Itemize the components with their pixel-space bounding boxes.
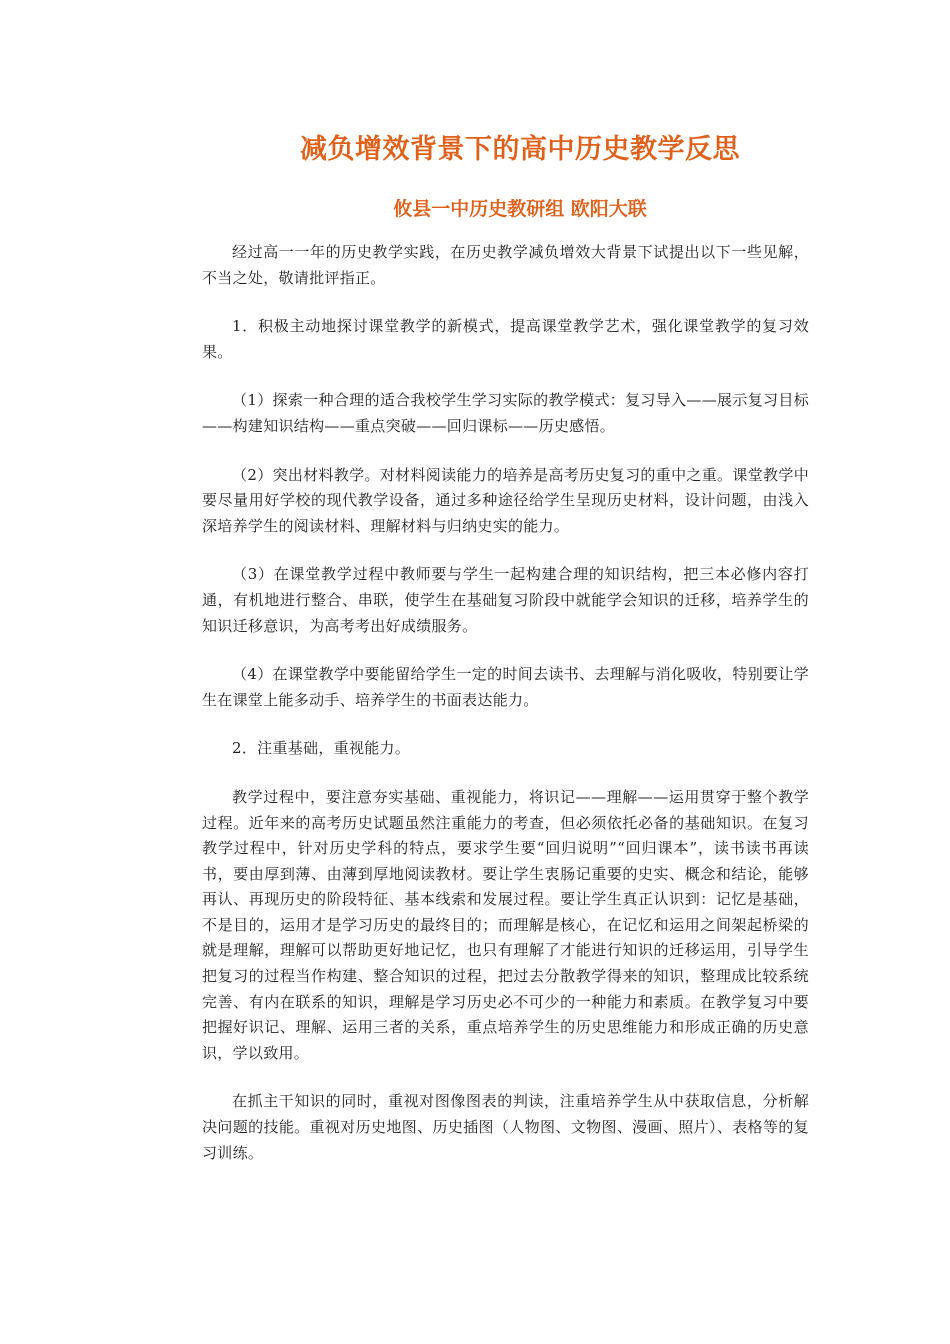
paragraph-item-3: （3）在课堂教学过程中教师要与学生一起构建合理的知识结构，把三本必修内容打通，有机地进行整合、串联，使学生在基础复习阶段中就能学会知识的迁移，培养学生的知识迁移意识，为高考考出好成绩服务。 [202,565,809,635]
paragraph-section-1: 1．积极主动地探讨课堂教学的新模式，提高课堂教学艺术，强化课堂教学的复习效果。 [202,317,809,361]
document-subtitle: 攸县一中历史教研组 欧阳大联 [393,198,647,220]
paragraph-item-2: （2）突出材料教学。对材料阅读能力的培养是高考历史复习的重中之重。课堂教学中要尽量用好学校的现代教学设备，通过多种途径给学生呈现历史材料，设计问题，由浅入深培养学生的阅读材料、理解材料与归纳史实的能力。 [202,465,809,535]
paragraph-section-2: 2．注重基础，重视能力。 [232,739,411,758]
paragraph-intro: 经过高一一年的历史教学实践，在历史教学减负增效大背景下试提出以下一些见解，不当之处，敬请批评指正。 [202,243,809,287]
document-body [202,240,809,1189]
paragraph-item-4: （4）在课堂教学中要能留给学生一定的时间去读书、去理解与消化吸收，特别要让学生在课堂上能多动手、培养学生的书面表达能力。 [202,665,809,709]
paragraph-basics: 教学过程中，要注意夯实基础、重视能力，将识记——理解——运用贯穿于整个教学过程。近年来的高考历史试题虽然注重能力的考查，但必须依托必备的基础知识。在复习教学过程中，针对历史学科的特点，要求学生要“回归说明”“回归课本”，读书读书再读书，要由厚到薄、由薄到厚地阅读教材。要让学生衷肠记重要的史实、概念和结论，能够再认、再现历史的阶段特征、基本线索和发展过程。要让学生真正认识到：记忆是基础，不是目的，运用才是学习历史的最终目的；而理解是核心，在记忆和运用之间架起桥梁的就是理解，理解可以帮助更好地记忆，也只有理解了才能进行知识的迁移运用，引导学生把复习的过程当作构建、整合知识的过程，把过去分散教学得来的知识，整理成比较系统完善、有内在联系的知识，理解是学习历史必不可少的一种能力和素质。在教学复习中要把握好识记、理解、运用三者的关系，重点培养学生的历史思维能力和形成正确的历史意识，学以致用。 [202,787,809,1062]
document-title: 减负增效背景下的高中历史教学反思 [300,134,740,165]
paragraph-images: 在抓主干知识的同时，重视对图像图表的判读，注重培养学生从中获取信息，分析解决问题的技能。重视对历史地图、历史插图（人物图、文物图、漫画、照片）、表格等的复习训练。 [202,1092,809,1162]
paragraph-item-1: （1）探索一种合理的适合我校学生学习实际的教学模式：复习导入——展示复习目标——构建知识结构——重点突破——回归课标——历史感悟。 [202,391,809,435]
